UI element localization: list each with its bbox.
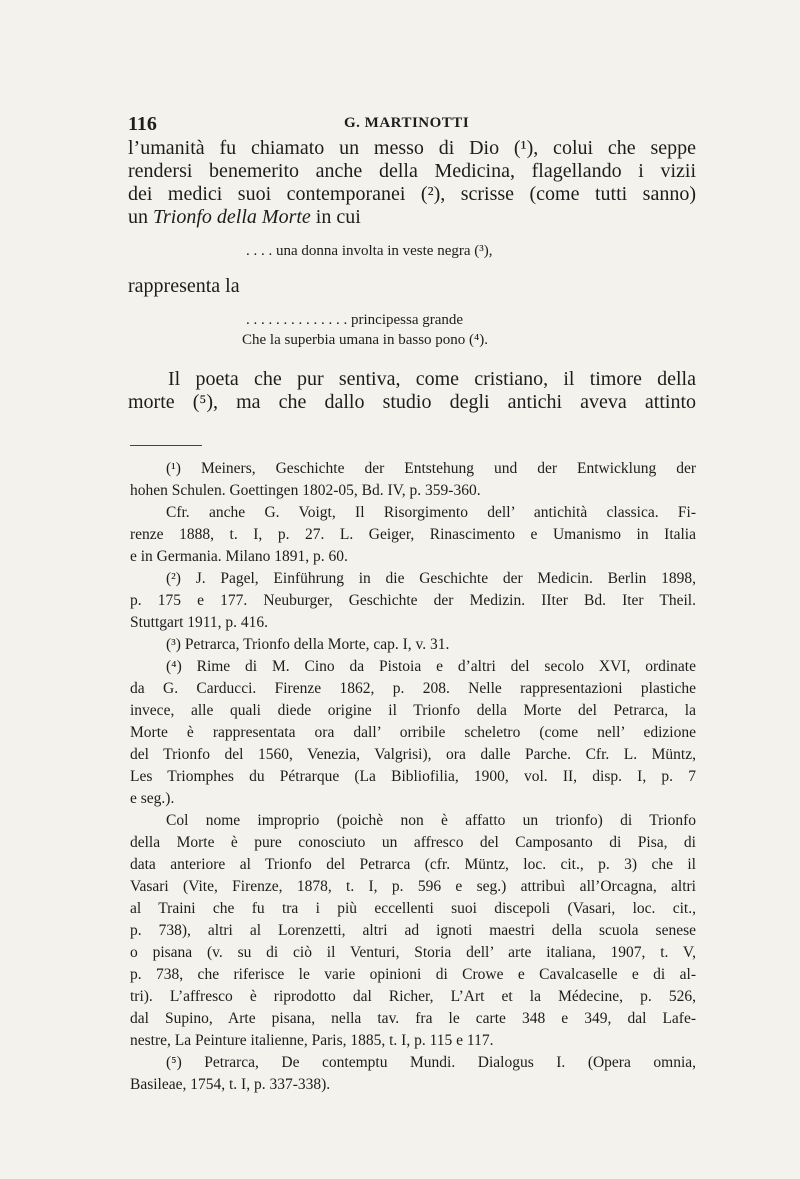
running-head: G. MARTINOTTI (344, 115, 470, 131)
footnote-line: invece, alle quali diede origine il Trionfo della Morte del Petrarca, la (130, 702, 696, 719)
footnote-line: Basileae, 1754, t. I, p. 337-338). (130, 1076, 331, 1093)
verse-quote-1: . . . . una donna involta in veste negra (³), (246, 243, 493, 259)
footnote-line: (⁵) Petrarca, De contemptu Mundi. Dialogus I. (Opera omnia, (166, 1054, 696, 1071)
footnote-line: e in Germania. Milano 1891, p. 60. (130, 548, 348, 565)
text-line: rendersi benemerito anche della Medicina, flagellando i vizii (128, 160, 696, 182)
footnote-line: del Trionfo del 1560, Venezia, Valgrisi), ora dalle Parche. Cfr. L. Müntz, (130, 746, 696, 763)
text-line: un Trionfo della Morte in cui (128, 206, 361, 228)
footnote-line: dal Supino, Arte pisana, nella tav. fra le carte 348 e 349, dal Lafe- (130, 1010, 696, 1027)
footnote-line: tri). L’affresco è riprodotto dal Richer, L’Art et la Médecine, p. 526, (130, 988, 696, 1005)
footnote-line: al Traini che fu tra i più eccellenti suoi discepoli (Vasari, loc. cit., (130, 900, 696, 917)
footnote-line: Les Triomphes du Pétrarque (La Bibliofilia, 1900, vol. II, disp. I, p. 7 (130, 768, 696, 785)
verse-quote-2: . . . . . . . . . . . . . . principessa grande (246, 312, 464, 328)
page-header (128, 113, 696, 137)
footnote-line: renze 1888, t. I, p. 27. L. Geiger, Rinascimento e Umanismo in Italia (130, 526, 696, 543)
footnote-line: data anteriore al Trionfo del Petrarca (cfr. Müntz, loc. cit., p. 3) che il (130, 856, 696, 873)
footnote-line: Col nome improprio (poichè non è affatto un trionfo) di Trionfo (166, 812, 696, 829)
footnotes (130, 458, 696, 1096)
footnote-line: Morte è rappresentata ora dall’ orribile scheletro (come nell’ edizione (130, 724, 696, 741)
footnote-line: (⁴) Rime di M. Cino da Pistoia e d’altri del secolo XVI, ordinate (166, 658, 696, 675)
footnote-line: hohen Schulen. Goettingen 1802-05, Bd. IV, p. 359-360. (130, 482, 481, 499)
footnote-line: da G. Carducci. Firenze 1862, p. 208. Nelle rappresentazioni plastiche (130, 680, 696, 697)
main-text (128, 137, 696, 414)
footnote-line: e seg.). (130, 790, 175, 807)
verse-quote-2-line: Che la superbia umana in basso pono (⁴). (242, 332, 489, 348)
footnote-line: p. 175 e 177. Neuburger, Geschichte der Medizin. IIter Bd. Iter Theil. (130, 592, 696, 609)
footnote-line: nestre, La Peinture italienne, Paris, 1885, t. I, p. 115 e 117. (130, 1032, 494, 1049)
footnote-line: (¹) Meiners, Geschichte der Entstehung und der Entwicklung der (166, 460, 696, 477)
footnote-line: Cfr. anche G. Voigt, Il Risorgimento dell’ antichità classica. Fi- (166, 504, 696, 521)
text-line: rappresenta la (128, 275, 240, 297)
footnote-line: Vasari (Vite, Firenze, 1878, t. I, p. 596 e seg.) attribuì all’Orcagna, altri (130, 878, 696, 895)
footnote-line: o pisana (v. su di ciò il Venturi, Storia dell’ arte italiana, 1907, t. V, (130, 944, 696, 961)
text-line: morte (⁵), ma che dallo studio degli antichi aveva attinto (128, 391, 696, 413)
footnote-line: (²) J. Pagel, Einführung in die Geschichte der Medicin. Berlin 1898, (166, 570, 696, 587)
footnote-rule (130, 445, 202, 446)
footnote-line: (³) Petrarca, Trionfo della Morte, cap. I, v. 31. (166, 636, 450, 653)
footnote-line: p. 738, che riferisce le varie opinioni di Crowe e Cavalcaselle e di al- (130, 966, 696, 983)
footnote-line: Stuttgart 1911, p. 416. (130, 614, 269, 631)
footnote-line: della Morte è pure conosciuto un affresco del Camposanto di Pisa, di (130, 834, 696, 851)
text-line: Il poeta che pur sentiva, come cristiano, il timore della (168, 368, 696, 390)
footnote-line: p. 738), altri al Lorenzetti, altri ad ignoti maestri della scuola senese (130, 922, 696, 939)
text-line: dei medici suoi contemporanei (²), scrisse (come tutti sanno) (128, 183, 696, 205)
page-number: 116 (128, 113, 157, 135)
text-line: l’umanità fu chiamato un messo di Dio (¹), colui che seppe (128, 137, 696, 159)
